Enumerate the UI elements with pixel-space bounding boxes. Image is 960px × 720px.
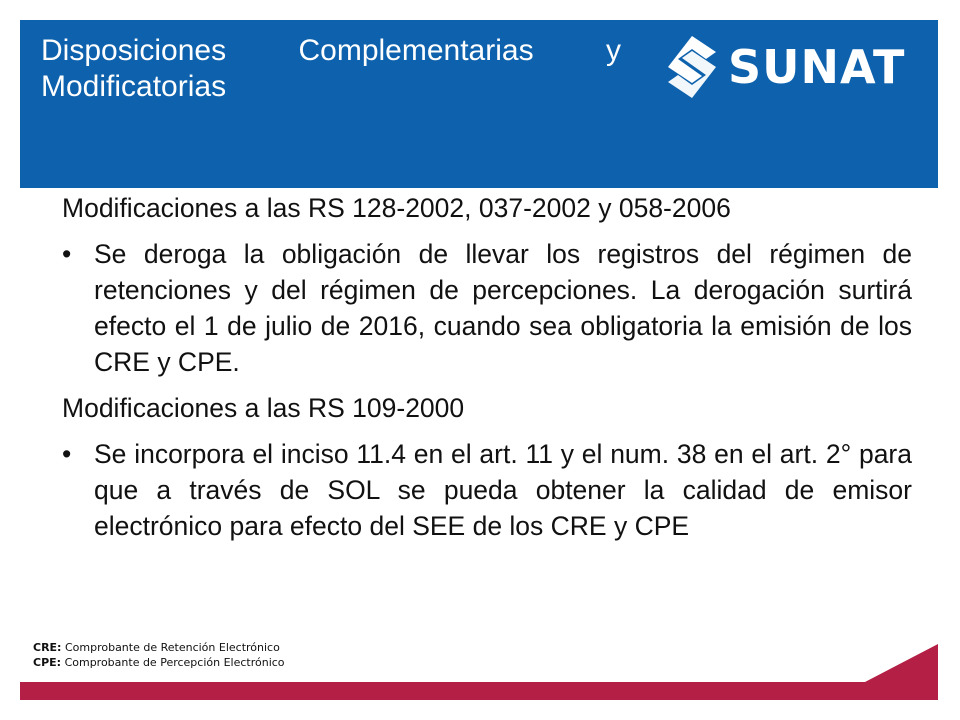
bullet-item-2 [62,436,912,544]
footer-accent-band [20,644,938,700]
footnote-term: CRE: [33,641,62,654]
bullet-text-2: Se incorpora el inciso 11.4 en el art. 11 y el num. 38 en el art. 2° para que a través de SOL se pueda obtener la calidad de emisor electrónico para efecto del SEE de los CRE y CPE [94,439,912,541]
bullet-text-1: Se deroga la obligación de llevar los registros del régimen de retenciones y del régimen de percepciones. La derogación surtirá efecto el 1 de julio de 2016, cuando sea obligatoria la emisión de los CRE y CPE. [94,239,912,377]
bullet-dot: • [62,439,72,469]
slide-title: Disposiciones Complementarias y Modificatorias [41,34,621,103]
sunat-logo-mark-icon [662,34,722,100]
bullet-dot: • [62,239,72,269]
slide-body [62,190,912,554]
footnote-definition: Comprobante de Percepción Electrónico [64,656,285,669]
section-heading-1: Modificaciones a las RS 128-2002, 037-2002 y 058-2006 [62,193,731,223]
sunat-logo [662,34,906,100]
bullet-item-1 [62,236,912,380]
footnote-definition: Comprobante de Retención Electrónico [64,641,280,654]
section-heading-2: Modificaciones a las RS 109-2000 [62,393,465,423]
sunat-logo-text: SUNAT [728,40,906,94]
footnote-term: CPE: [33,656,62,669]
